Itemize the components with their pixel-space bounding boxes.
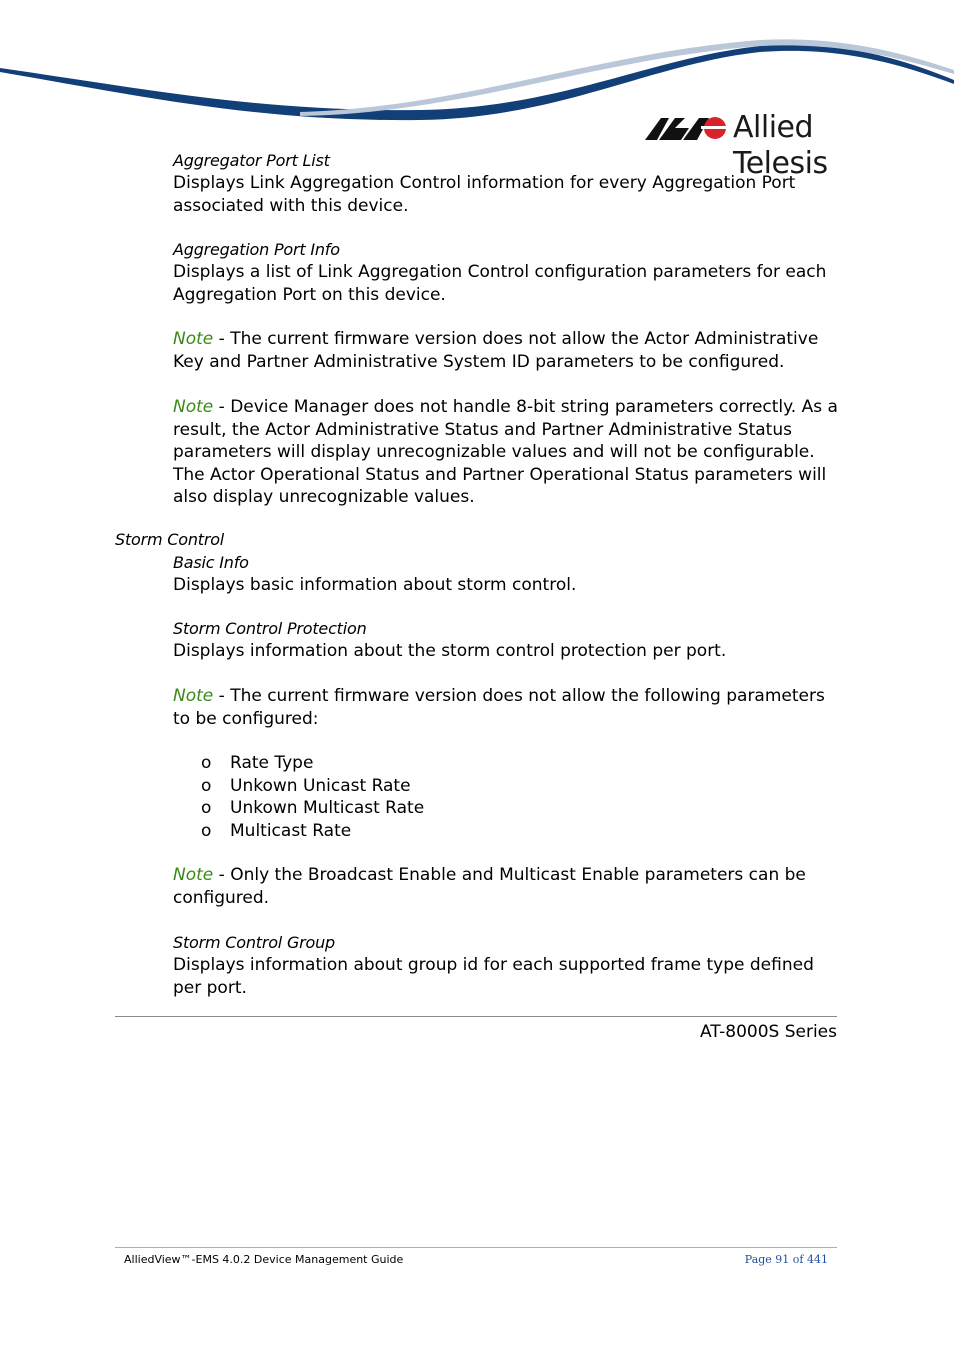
storm-control-protection-section — [173, 618, 841, 663]
storm-control-group-section — [173, 932, 841, 999]
section-body: Displays information about group id for each supported frame type defined per port. — [173, 955, 814, 998]
storm-control-heading: Storm Control — [115, 530, 225, 549]
note-label: Note — [173, 686, 214, 706]
section-subtitle: Basic Info — [173, 553, 249, 572]
note-label: Note — [173, 329, 214, 349]
note-label: Note — [173, 397, 214, 417]
note-actor-key — [173, 328, 841, 373]
note-text: - Device Manager does not handle 8-bit string parameters correctly. As a result, the Actor Administrative Status and Partner Administrative Status parameters will display unrecognizable values and will not be configurable. The Actor Operational Status and Partner Operational Status parameters will also display unrecognizable values. — [173, 397, 838, 507]
allied-telesis-mark-icon — [645, 114, 729, 144]
section-body: Displays information about the storm control protection per port. — [173, 641, 727, 661]
note-label: Note — [173, 865, 214, 885]
bullet-list — [173, 752, 841, 842]
section-subtitle: Aggregator Port List — [173, 151, 330, 170]
list-item: o Unkown Multicast Rate — [201, 798, 425, 818]
parameter-list — [173, 752, 841, 842]
note-text: - The current firmware version does not allow the Actor Administrative Key and Partner Administrative System ID parameters to be configured. — [173, 329, 819, 372]
section-body: Displays basic information about storm control. — [173, 575, 577, 595]
list-item: o Multicast Rate — [201, 820, 352, 841]
note-8bit-strings — [173, 396, 841, 509]
aggregation-port-info-section — [173, 239, 841, 306]
bullet-marker: o — [201, 753, 212, 773]
footer-page-number: Page 91 of 441 — [744, 1253, 828, 1266]
allied-telesis-logo — [645, 110, 905, 181]
content-divider — [115, 1016, 837, 1017]
basic-info-section — [173, 552, 841, 597]
note-firmware-params — [173, 685, 841, 730]
section-subtitle: Aggregation Port Info — [173, 240, 340, 259]
section-body: Displays a list of Link Aggregation Control configuration parameters for each Aggregation Port on this device. — [173, 262, 827, 305]
footer-divider — [115, 1247, 837, 1248]
list-item: o Unkown Unicast Rate — [201, 775, 411, 796]
list-item: o Rate Type — [201, 753, 314, 773]
product-series-label: AT-8000S Series — [699, 1022, 837, 1042]
bullet-marker: o — [201, 775, 212, 796]
note-text: - Only the Broadcast Enable and Multicast Enable parameters can be configured. — [173, 865, 806, 908]
bullet-marker: o — [201, 820, 212, 841]
logo-wordmark: Allied Telesis — [733, 110, 828, 181]
note-broadcast-enable — [173, 864, 841, 909]
section-subtitle: Storm Control Protection — [173, 619, 367, 638]
footer-guide-title: AlliedView™-EMS 4.0.2 Device Management Guide — [124, 1253, 404, 1266]
bullet-marker: o — [201, 798, 212, 818]
section-body: Displays Link Aggregation Control information for every Aggregation Port associated with this device. — [173, 173, 796, 216]
aggregator-port-list-section — [173, 150, 841, 217]
note-text: - The current firmware version does not allow the following parameters to be configured: — [173, 686, 825, 729]
section-subtitle: Storm Control Group — [173, 933, 336, 952]
